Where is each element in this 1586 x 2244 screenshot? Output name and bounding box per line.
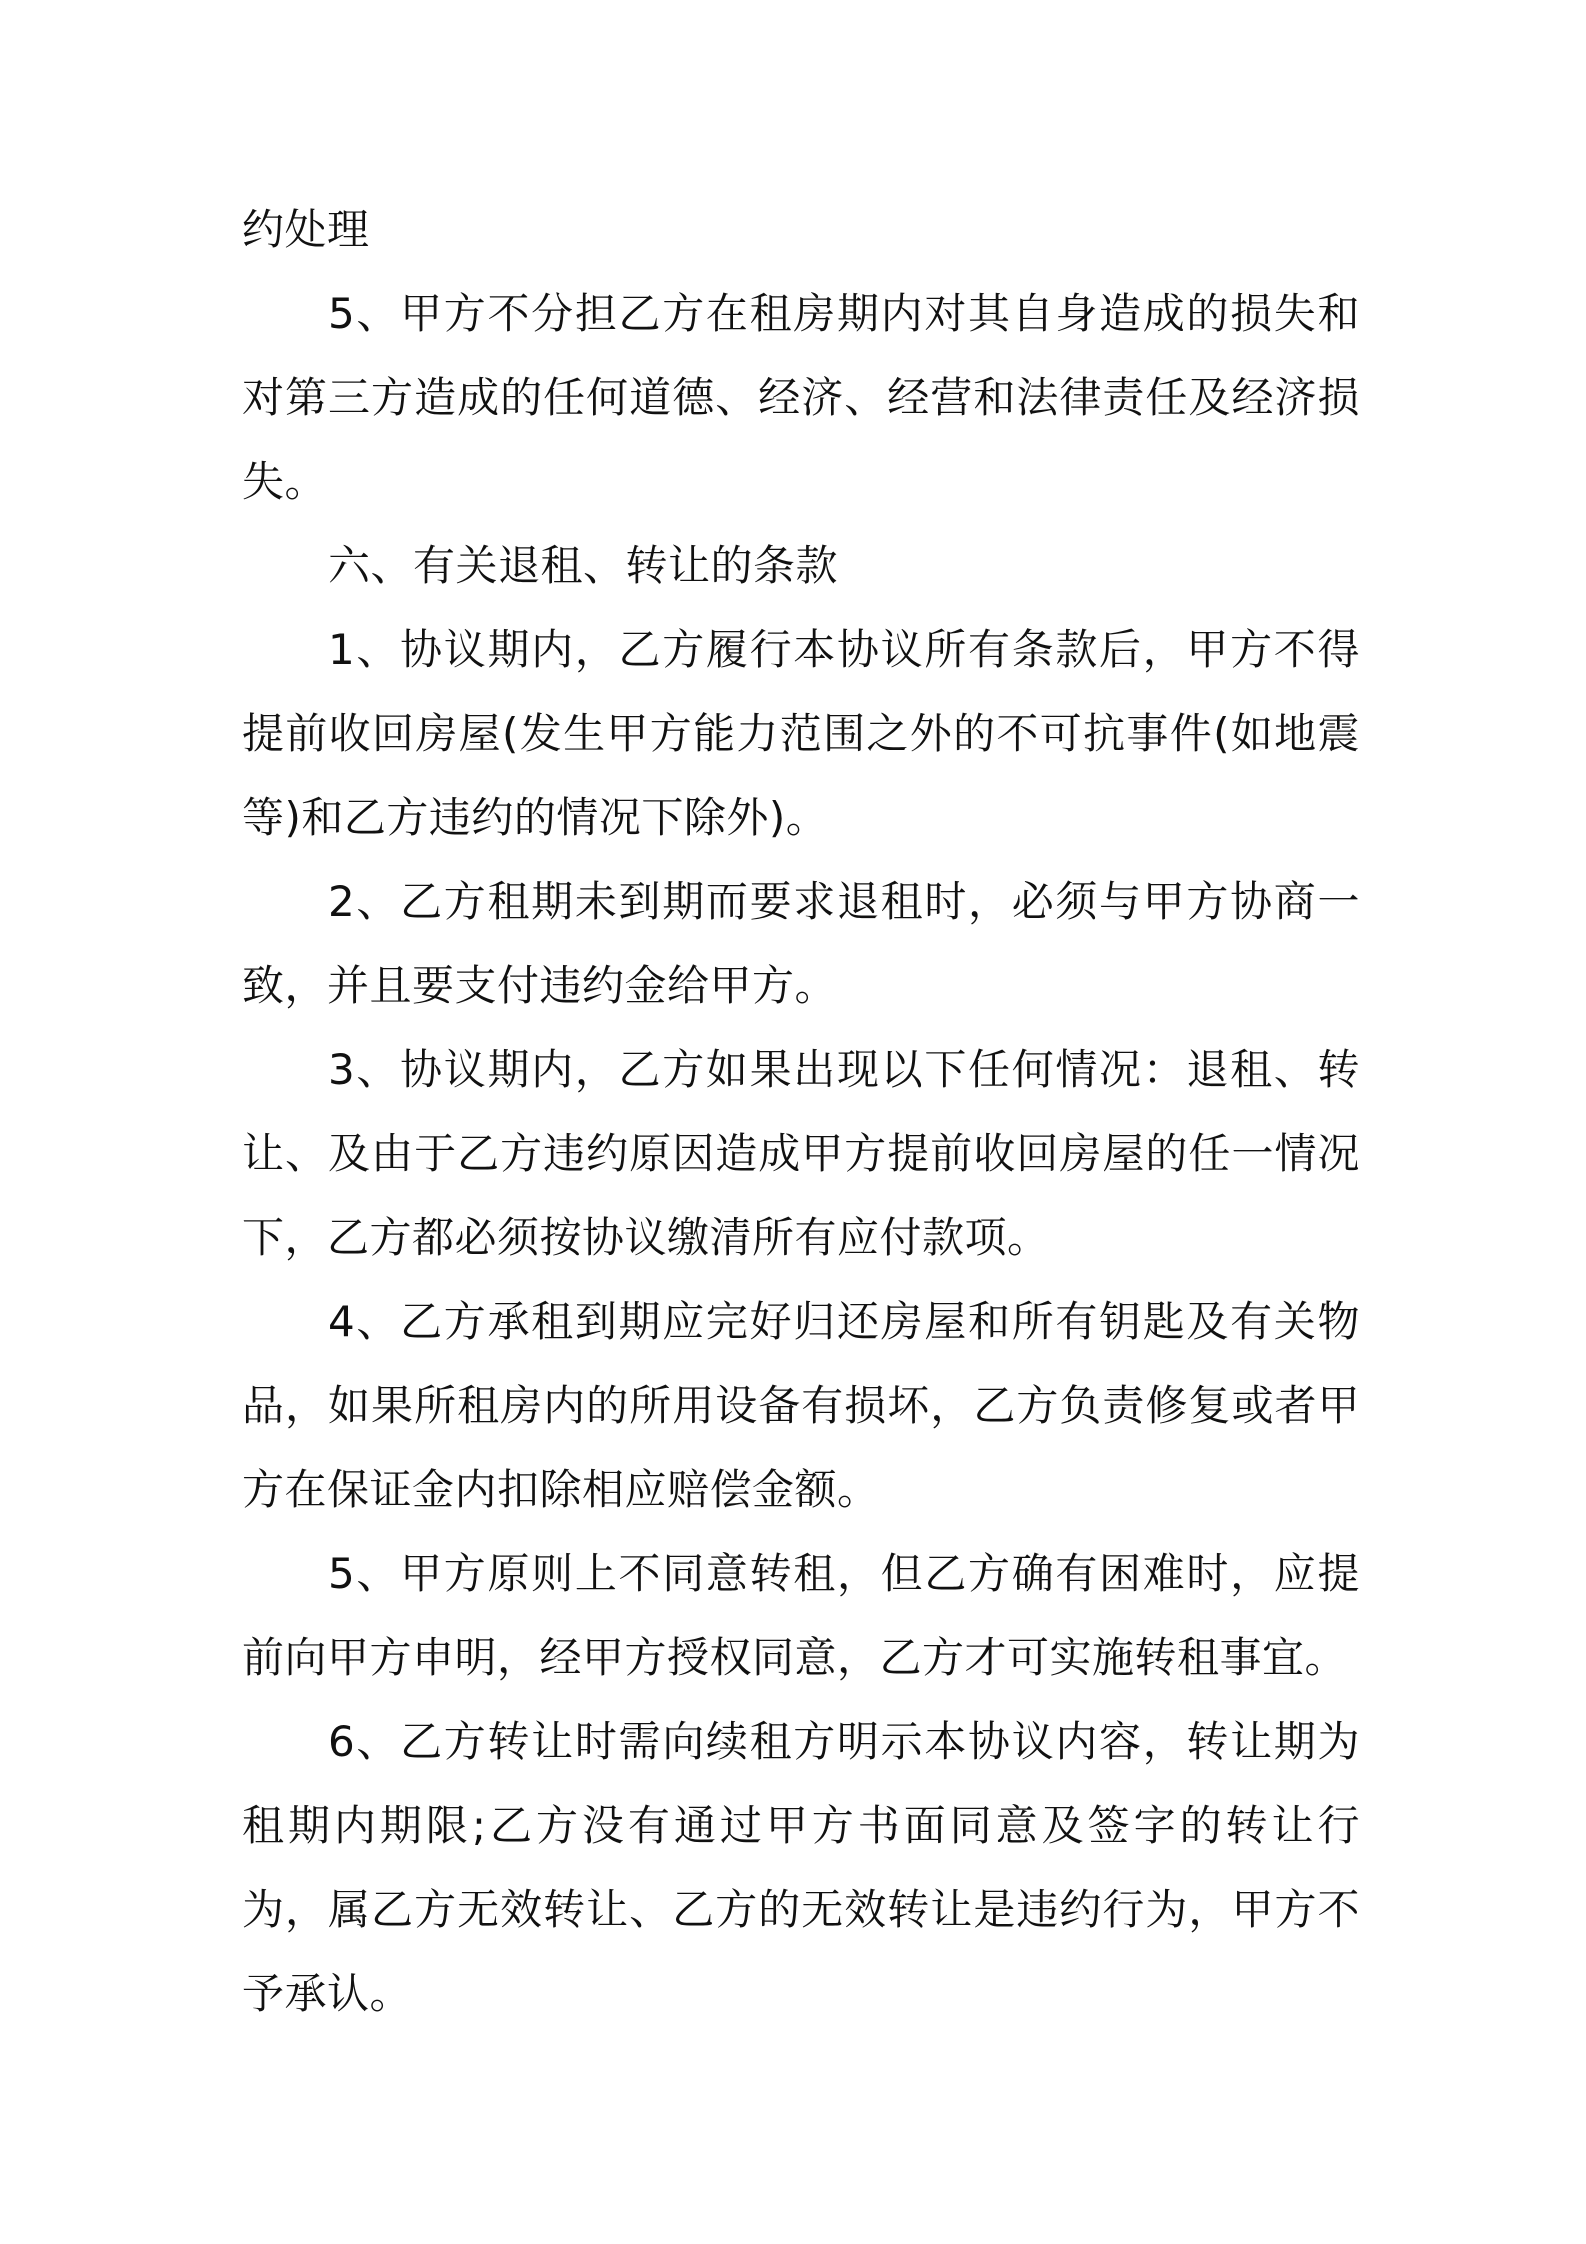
paragraph-clause-4: 4、乙方承租到期应完好归还房屋和所有钥匙及有关物品，如果所租房内的所用设备有损坏，乙方负责修复或者甲方在保证金内扣除相应赔偿金额。: [242, 1297, 1360, 1514]
paragraph-clause-6: 6、乙方转让时需向续租方明示本协议内容，转让期为租期内期限;乙方没有通过甲方书面同意及签字的转让行为，属乙方无效转让、乙方的无效转让是违约行为，甲方不予承认。: [242, 1717, 1360, 2018]
paragraph-clause-3: 3、协议期内，乙方如果出现以下任何情况：退租、转让、及由于乙方违约原因造成甲方提前收回房屋的任一情况下，乙方都必须按协议缴清所有应付款项。: [242, 1045, 1360, 1262]
section-heading-termination-transfer: 六、有关退租、转让的条款: [328, 541, 839, 590]
document-body: [242, 188, 1360, 2036]
paragraph-clause-2: 2、乙方租期未到期而要求退租时，必须与甲方协商一致，并且要支付违约金给甲方。: [242, 877, 1360, 1010]
paragraph-continuation: 约处理: [242, 205, 370, 254]
paragraph-clause-5-sublease: 5、甲方原则上不同意转租，但乙方确有困难时，应提前向甲方申明，经甲方授权同意，乙方才可实施转租事宜。: [242, 1549, 1360, 1682]
paragraph-clause-1: 1、协议期内，乙方履行本协议所有条款后，甲方不得提前收回房屋(发生甲方能力范围之外的不可抗事件(如地震等)和乙方违约的情况下除外)。: [242, 625, 1360, 842]
paragraph-clause-5-liability: 5、甲方不分担乙方在租房期内对其自身造成的损失和对第三方造成的任何道德、经济、经营和法律责任及经济损失。: [242, 289, 1360, 506]
